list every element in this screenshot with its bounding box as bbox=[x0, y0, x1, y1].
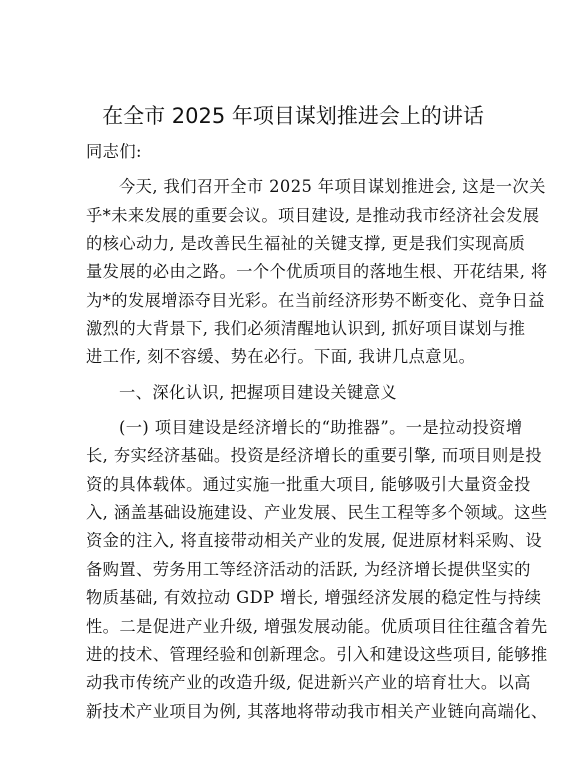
document-body bbox=[86, 138, 548, 726]
paragraph-1-line-7: 进工作, 刻不容缓、势在必行。下面, 我讲几点意见。 bbox=[86, 347, 476, 367]
document-title: 在全市 2025 年项目谋划推进会上的讲话 bbox=[102, 104, 484, 128]
paragraph-1-line-3: 的核心动力, 是改善民生福祉的关键支撑, 更是我们实现高质 bbox=[86, 234, 526, 254]
paragraph-spacer bbox=[86, 372, 502, 379]
section-heading-1: 一、深化认识, 把握项目建设关键意义 bbox=[119, 382, 398, 402]
paragraph-spacer bbox=[86, 166, 502, 173]
paragraph-1-line-2: 乎*未来发展的重要会议。项目建设, 是推动我市经济社会发展 bbox=[86, 205, 540, 225]
paragraph-3-line-3: 资的具体载体。通过实施一批重大项目, 能够吸引大量资金投 bbox=[86, 474, 531, 494]
salutation: 同志们: bbox=[86, 142, 142, 161]
paragraph-1-line-4: 量发展的必由之路。一个个优质项目的落地生根、开花结果, 将 bbox=[86, 262, 548, 282]
paragraph-3-line-4: 入, 涵盖基础设施建设、产业发展、民生工程等多个领域。这些 bbox=[86, 503, 548, 523]
paragraph-3-line-9: 进的技术、管理经验和创新理念。引入和建设这些项目, 能够推 bbox=[86, 644, 548, 664]
paragraph-3-line-11: 新技术产业项目为例, 其落地将带动我市相关产业链向高端化、 bbox=[86, 701, 548, 721]
paragraph-3-line-8: 性。二是促进产业升级, 增强发展动能。优质项目往往蕴含着先 bbox=[86, 616, 548, 636]
paragraph-3-line-2: 长, 夯实经济基础。投资是经济增长的重要引擎, 而项目则是投 bbox=[86, 446, 543, 466]
paragraph-spacer bbox=[86, 407, 502, 414]
paragraph-3-line-7: 物质基础, 有效拉动 GDP 增长, 增强经济发展的稳定性与持续 bbox=[86, 588, 542, 608]
paragraph-1-line-6: 激烈的大背景下, 我们必须清醒地认识到, 抓好项目谋划与推 bbox=[86, 319, 526, 339]
paragraph-3-line-5: 资金的注入, 将直接带动相关产业的发展, 促进原材料采购、设 bbox=[86, 531, 543, 551]
paragraph-3-line-10: 动我市传统产业的改造升级, 促进新兴产业的培育壮大。以高 bbox=[86, 673, 531, 693]
paragraph-3-line-6: 备购置、劳务用工等经济活动的活跃, 为经济增长提供坚实的 bbox=[86, 559, 531, 579]
paragraph-1-line-1: 今天, 我们召开全市 2025 年项目谋划推进会, 这是一次关 bbox=[119, 177, 546, 197]
paragraph-1-line-5: 为*的发展增添夺目光彩。在当前经济形势不断变化、竞争日益 bbox=[86, 290, 545, 310]
paragraph-3-line-1: (一) 项目建设是经济增长的“助推器”。一是拉动投资增 bbox=[119, 418, 523, 438]
